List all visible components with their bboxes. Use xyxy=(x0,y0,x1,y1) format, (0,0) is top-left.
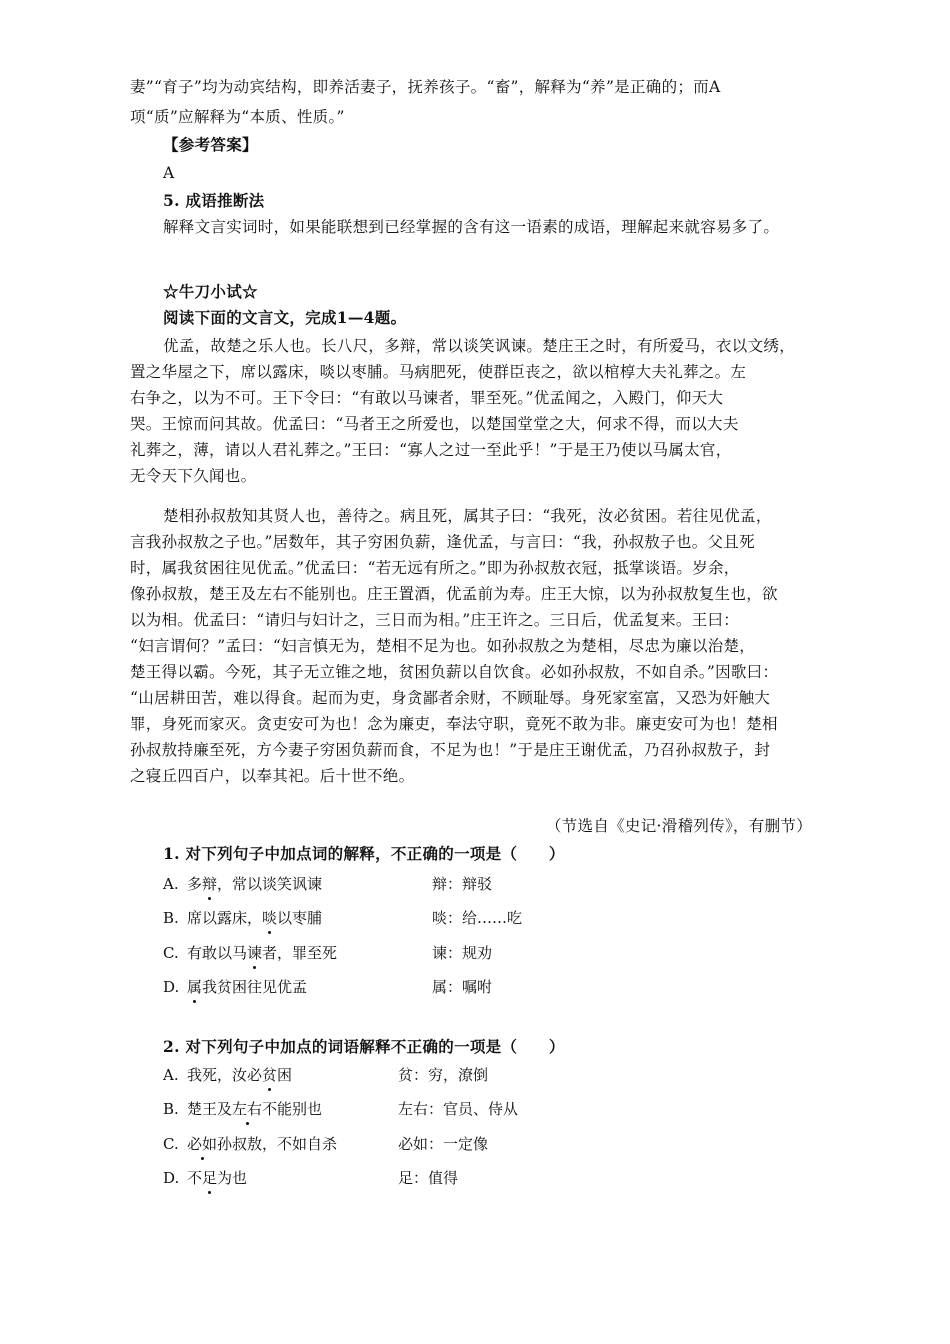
option-letter: D. xyxy=(163,1169,180,1187)
dotted-word: 谏 xyxy=(247,944,263,962)
option-letter: B. xyxy=(163,1100,179,1118)
intro-line-1: 妻”“育子”均为动宾结构，即养活妻子，抚养孩子。“畜”，解释为“养”是正确的；而A xyxy=(130,78,721,96)
dotted-word: 属 xyxy=(187,978,203,996)
option-letter: B. xyxy=(163,909,179,927)
passage2-line: “妇言谓何？”孟曰：“妇言慎无为，楚相不足为也。如孙叔敖之为楚相，尽忠为廉以治楚， xyxy=(130,637,756,655)
passage2-line: “山居耕田苦，难以得食。起而为吏，身贪鄙者余财，不顾耻辱。身死家室富，又恐为奸触大 xyxy=(130,689,771,707)
q1-stem: 1. 对下列句子中加点词的解释，不正确的一项是（ ） xyxy=(163,844,565,863)
q1-option-a[interactable]: A. 多辩，常以谈笑讽谏 xyxy=(163,875,323,893)
q2-option-c[interactable]: C. 必如孙叔敖，不如自杀 xyxy=(163,1135,338,1153)
q1-option-d[interactable]: D. 属我贫困往见优孟 xyxy=(163,978,308,996)
dotted-word: 左右 xyxy=(232,1100,263,1118)
option-letter: A. xyxy=(163,875,179,893)
passage1-line: 礼葬之，薄，请以人君礼葬之。”王曰：“寡人之过一至此乎！”于是王乃使以马属太官， xyxy=(130,441,732,459)
passage2-line: 之寝丘四百户，以奉其祀。后十世不绝。 xyxy=(130,767,415,785)
passage1-line: 无令天下久闻也。 xyxy=(130,467,257,485)
passage2-line: 像孙叔敖，楚王及左右不能别也。庄王置酒，优孟前为寿。庄王大惊，以为孙叔敖复生也，欲 xyxy=(130,585,778,603)
q1-option-d-explanation: 属：嘱咐 xyxy=(432,978,493,996)
answer-value: A xyxy=(163,164,175,182)
passage1-line: 哭。王惊而问其故。优孟曰：“马者王之所爱也，以楚国堂堂之大，何求不得，而以大夫 xyxy=(130,415,739,433)
option-letter: C. xyxy=(163,944,179,962)
passage2-line: 以为相。优孟曰：“请归与妇计之，三日而为相。”庄王许之。三日后，优孟复来。王曰： xyxy=(130,611,740,629)
option-letter: C. xyxy=(163,1135,179,1153)
q2-option-c-explanation: 必如：一定像 xyxy=(398,1135,489,1153)
q2-option-a-explanation: 贫：穷，潦倒 xyxy=(398,1066,489,1084)
dotted-word: 必如 xyxy=(187,1135,218,1153)
intro-line-2: 项“质”应解释为“本质、性质。” xyxy=(130,108,345,126)
passage2-line: 楚王得以霸。今死，其子无立锥之地，贫困负薪以自饮食。必如孙叔敖，不如自杀。”因歌曰： xyxy=(130,663,779,681)
passage1-line: 优孟，故楚之乐人也。长八尺，多辩，常以谈笑讽谏。楚庄王之时，有所爱马，衣以文绣， xyxy=(163,337,796,355)
option-letter: D. xyxy=(163,978,180,996)
passage2-line: 罪，身死而家灭。贪吏安可为也！念为廉吏，奉法守职，竟死不敢为非。廉吏安可为也！楚相 xyxy=(130,715,778,733)
passage2-line: 楚相孙叔敖知其贤人也，善待之。病且死，属其子曰：“我死，汝必贫困。若往见优孟， xyxy=(163,507,772,525)
passage2-line: 孙叔敖持廉至死，方今妻子穷困负薪而食，不足为也！”于是庄王谢优孟，乃召孙叔敖子，封 xyxy=(130,741,771,759)
option-letter: A. xyxy=(163,1066,179,1084)
q1-option-b[interactable]: B. 席以露床，啖以枣脯 xyxy=(163,909,323,927)
dotted-word: 辩 xyxy=(202,875,218,893)
q1-option-c-explanation: 谏：规劝 xyxy=(432,944,493,962)
q2-stem: 2. 对下列句子中加点的词语解释不正确的一项是（ ） xyxy=(163,1037,565,1056)
q2-option-a[interactable]: A. 我死，汝必贫困 xyxy=(163,1066,293,1084)
passage2-line: 时，属我贫困往见优孟。”优孟曰：“若无远有所之。”即为孙叔敖衣冠，抵掌谈语。岁余， xyxy=(130,559,740,577)
q2-option-d-explanation: 足：值得 xyxy=(398,1169,459,1187)
answer-heading: 【参考答案】 xyxy=(163,135,258,154)
method-heading: 5. 成语推断法 xyxy=(163,191,265,210)
passage2-line: 言我孙叔敖之子也。”居数年，其子穷困负薪，逢优孟，与言曰：“我，孙叔敖子也。父且死 xyxy=(130,533,755,551)
source-citation: （节选自《史记·滑稽列传》，有删节） xyxy=(545,817,812,835)
passage1-line: 置之华屋之下，席以露床，啖以枣脯。马病肥死，使群臣丧之，欲以棺椁大夫礼葬之。左 xyxy=(130,363,747,381)
q1-option-c[interactable]: C. 有敢以马谏者，罪至死 xyxy=(163,944,338,962)
dotted-word: 贫 xyxy=(262,1066,278,1084)
dotted-word: 啖 xyxy=(262,909,278,927)
method-text: 解释文言实词时，如果能联想到已经掌握的含有这一语素的成语，理解起来就容易多了。 xyxy=(163,218,780,236)
q2-option-d[interactable]: D. 不足为也 xyxy=(163,1169,248,1187)
task-instruction: 阅读下面的文言文，完成1—4题。 xyxy=(163,308,407,327)
q1-option-b-explanation: 啖：给……吃 xyxy=(432,909,523,927)
q2-option-b[interactable]: B. 楚王及左右不能别也 xyxy=(163,1100,323,1118)
passage1-line: 右争之，以为不可。王下令曰：“有敢以马谏者，罪至死。”优孟闻之，入殿门，仰天大 xyxy=(130,389,724,407)
q1-option-a-explanation: 辩：辩驳 xyxy=(432,875,493,893)
q2-option-b-explanation: 左右：官员、侍从 xyxy=(398,1100,519,1118)
dotted-word: 足 xyxy=(202,1169,218,1187)
practice-heading: ☆牛刀小试☆ xyxy=(163,282,258,301)
